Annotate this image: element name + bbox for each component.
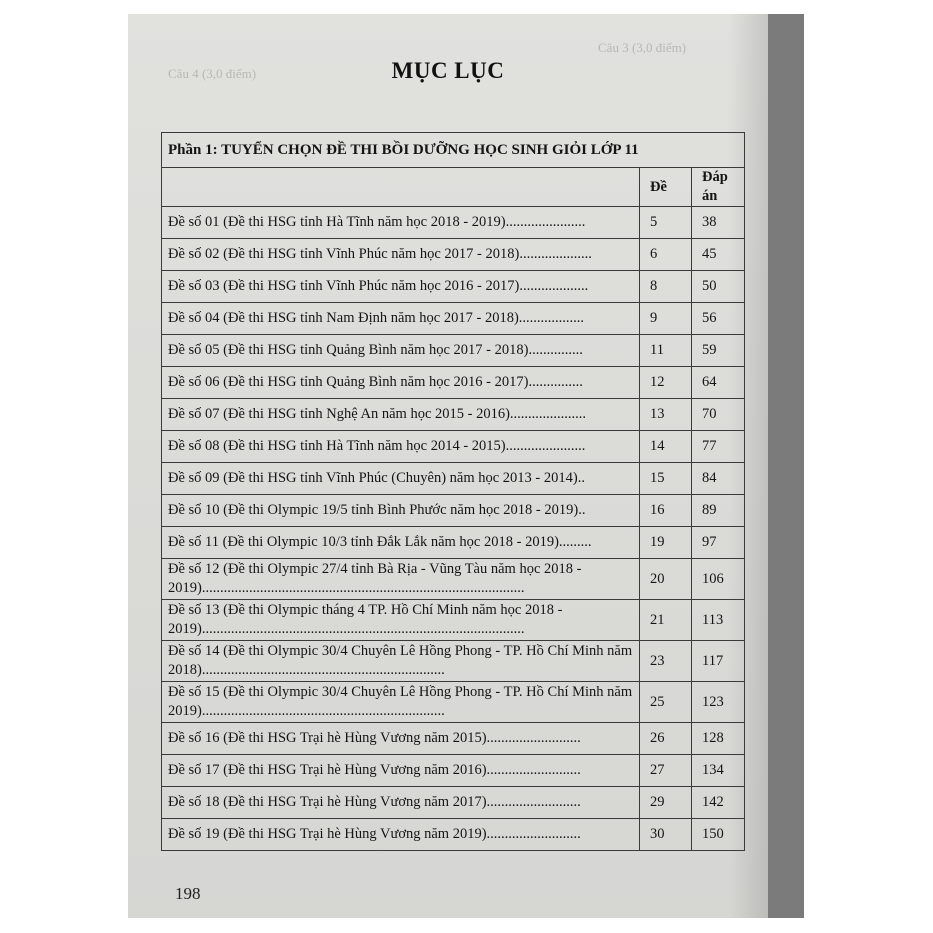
book-page xyxy=(128,14,768,918)
toc-row xyxy=(162,303,745,335)
toc-answer-page: 89 xyxy=(692,495,745,527)
section-header-row xyxy=(162,133,745,168)
toc-row xyxy=(162,399,745,431)
toc-exam-page: 23 xyxy=(640,641,692,682)
toc-row xyxy=(162,271,745,303)
toc-row xyxy=(162,463,745,495)
toc-answer-page: 117 xyxy=(692,641,745,682)
toc-answer-page: 128 xyxy=(692,723,745,755)
toc-exam-page: 5 xyxy=(640,207,692,239)
toc-row xyxy=(162,682,745,723)
toc-row xyxy=(162,819,745,851)
toc-entry-title: Đề số 14 (Đề thi Olympic 30/4 Chuyên Lê Hồng Phong - TP. Hồ Chí Minh năm 2018)................................................................... xyxy=(162,641,640,682)
toc-entry-title: Đề số 07 (Đề thi HSG tỉnh Nghệ An năm học 2015 - 2016)..................... xyxy=(162,399,640,431)
toc-entry-title: Đề số 04 (Đề thi HSG tỉnh Nam Định năm học 2017 - 2018).................. xyxy=(162,303,640,335)
toc-exam-page: 9 xyxy=(640,303,692,335)
toc-entry-title: Đề số 18 (Đề thi HSG Trại hè Hùng Vương năm 2017).......................... xyxy=(162,787,640,819)
header-exam: Đề xyxy=(640,168,692,207)
toc-exam-page: 30 xyxy=(640,819,692,851)
toc-entry-title: Đề số 12 (Đề thi Olympic 27/4 tỉnh Bà Rịa - Vũng Tàu năm học 2018 - 2019)......................................................................................... xyxy=(162,559,640,600)
toc-exam-page: 12 xyxy=(640,367,692,399)
page-title: MỤC LỤC xyxy=(391,58,505,83)
toc-answer-page: 38 xyxy=(692,207,745,239)
toc-entry-title: Đề số 03 (Đề thi HSG tỉnh Vĩnh Phúc năm học 2016 - 2017)................... xyxy=(162,271,640,303)
toc-row xyxy=(162,335,745,367)
toc-exam-page: 16 xyxy=(640,495,692,527)
toc-answer-page: 50 xyxy=(692,271,745,303)
toc-answer-page: 77 xyxy=(692,431,745,463)
toc-entry-title: Đề số 06 (Đề thi HSG tỉnh Quảng Bình năm học 2016 - 2017)............... xyxy=(162,367,640,399)
section-title: Phần 1: TUYỂN CHỌN ĐỀ THI BỒI DƯỠNG HỌC SINH GIỎI LỚP 11 xyxy=(162,133,745,168)
toc-exam-page: 29 xyxy=(640,787,692,819)
toc-answer-page: 70 xyxy=(692,399,745,431)
toc-entry-title: Đề số 13 (Đề thi Olympic tháng 4 TP. Hồ Chí Minh năm học 2018 - 2019)......................................................................................... xyxy=(162,600,640,641)
toc-exam-page: 25 xyxy=(640,682,692,723)
toc-entry-title: Đề số 10 (Đề thi Olympic 19/5 tỉnh Bình Phước năm học 2018 - 2019).. xyxy=(162,495,640,527)
toc-row xyxy=(162,723,745,755)
page-number: 198 xyxy=(175,884,201,903)
toc-row xyxy=(162,367,745,399)
toc-exam-page: 20 xyxy=(640,559,692,600)
toc-row xyxy=(162,641,745,682)
column-header-row xyxy=(162,168,745,207)
toc-answer-page: 59 xyxy=(692,335,745,367)
header-blank xyxy=(162,168,640,207)
toc-row xyxy=(162,239,745,271)
toc-answer-page: 123 xyxy=(692,682,745,723)
toc-exam-page: 15 xyxy=(640,463,692,495)
toc-exam-page: 14 xyxy=(640,431,692,463)
toc-answer-page: 113 xyxy=(692,600,745,641)
toc-exam-page: 26 xyxy=(640,723,692,755)
toc-answer-page: 84 xyxy=(692,463,745,495)
toc-row xyxy=(162,755,745,787)
toc-entry-title: Đề số 05 (Đề thi HSG tỉnh Quảng Bình năm học 2017 - 2018)............... xyxy=(162,335,640,367)
bleed-through-text: Câu 4 (3,0 điểm) xyxy=(168,66,257,81)
toc-answer-page: 142 xyxy=(692,787,745,819)
toc-entry-title: Đề số 09 (Đề thi HSG tỉnh Vĩnh Phúc (Chuyên) năm học 2013 - 2014).. xyxy=(162,463,640,495)
toc-exam-page: 6 xyxy=(640,239,692,271)
toc-answer-page: 106 xyxy=(692,559,745,600)
toc-answer-page: 45 xyxy=(692,239,745,271)
toc-row xyxy=(162,207,745,239)
toc-entry-title: Đề số 15 (Đề thi Olympic 30/4 Chuyên Lê Hồng Phong - TP. Hồ Chí Minh năm 2019)................................................................... xyxy=(162,682,640,723)
toc-exam-page: 19 xyxy=(640,527,692,559)
toc-answer-page: 150 xyxy=(692,819,745,851)
toc-row xyxy=(162,600,745,641)
toc-entry-title: Đề số 19 (Đề thi HSG Trại hè Hùng Vương năm 2019).......................... xyxy=(162,819,640,851)
toc-row xyxy=(162,787,745,819)
toc-entry-title: Đề số 02 (Đề thi HSG tỉnh Vĩnh Phúc năm học 2017 - 2018).................... xyxy=(162,239,640,271)
toc-answer-page: 64 xyxy=(692,367,745,399)
toc-answer-page: 56 xyxy=(692,303,745,335)
toc-table xyxy=(161,132,745,851)
header-answer: Đáp án xyxy=(692,168,745,207)
toc-exam-page: 8 xyxy=(640,271,692,303)
toc-exam-page: 13 xyxy=(640,399,692,431)
toc-row xyxy=(162,559,745,600)
toc-exam-page: 11 xyxy=(640,335,692,367)
toc-answer-page: 134 xyxy=(692,755,745,787)
toc-row xyxy=(162,431,745,463)
toc-entry-title: Đề số 11 (Đề thi Olympic 10/3 tỉnh Đắk Lắk năm học 2018 - 2019)......... xyxy=(162,527,640,559)
toc-row xyxy=(162,495,745,527)
bleed-through-text: Câu 3 (3,0 điểm) xyxy=(598,40,687,55)
toc-exam-page: 27 xyxy=(640,755,692,787)
toc-entry-title: Đề số 16 (Đề thi HSG Trại hè Hùng Vương năm 2015).......................... xyxy=(162,723,640,755)
toc-answer-page: 97 xyxy=(692,527,745,559)
toc-entry-title: Đề số 08 (Đề thi HSG tỉnh Hà Tĩnh năm học 2014 - 2015)...................... xyxy=(162,431,640,463)
toc-row xyxy=(162,527,745,559)
toc-entry-title: Đề số 01 (Đề thi HSG tỉnh Hà Tĩnh năm học 2018 - 2019)...................... xyxy=(162,207,640,239)
toc-exam-page: 21 xyxy=(640,600,692,641)
toc-entry-title: Đề số 17 (Đề thi HSG Trại hè Hùng Vương năm 2016).......................... xyxy=(162,755,640,787)
